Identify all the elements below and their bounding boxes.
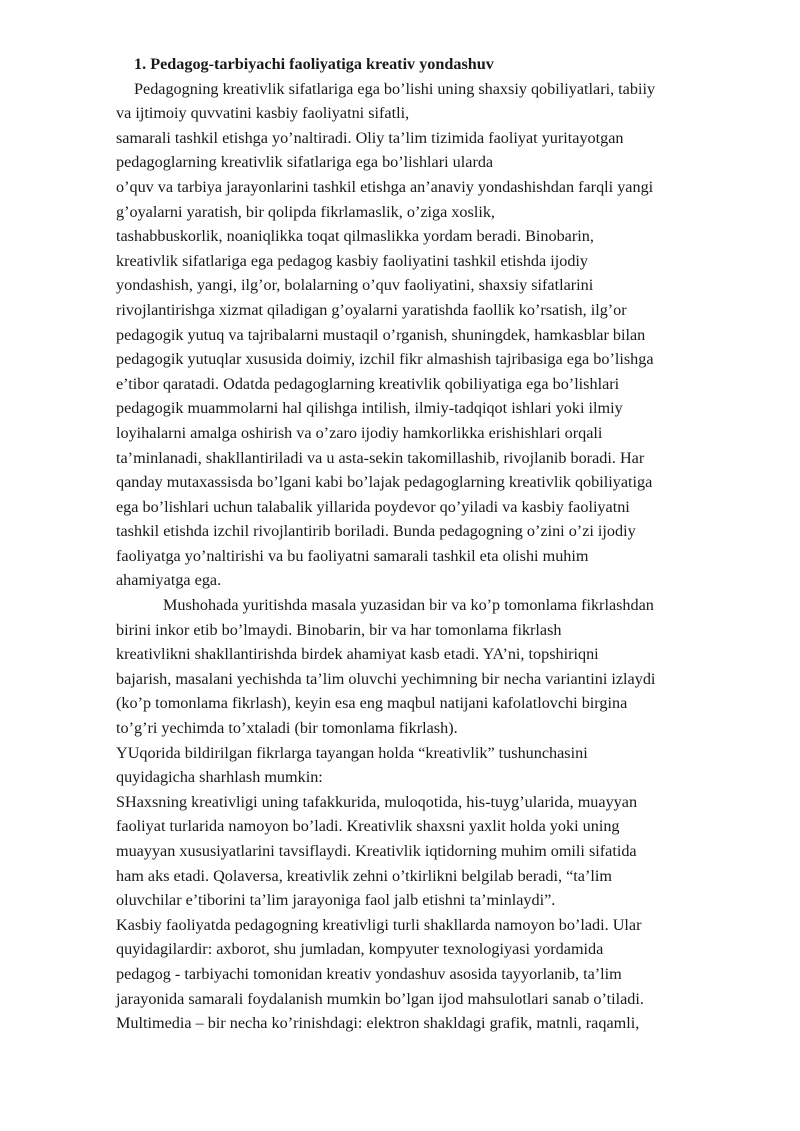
document-body	[116, 77, 746, 1036]
text-line: Mushohada yuritishda masala yuzasidan bir va ko’p tomonlama fikrlashdan	[163, 596, 654, 615]
text-line: e’tibor qaratadi. Odatda pedagoglarning kreativlik qobiliyatiga ega bo’lishlari	[116, 374, 620, 393]
text-line: rivojlantirishga xizmat qiladigan g’oyalarni yaratishda faollik ko’rsatish, ilg’or	[116, 300, 627, 319]
text-line: loyihalarni amalga oshirish va o’zaro ijodiy hamkorlikka erishishlari orqali	[116, 423, 603, 442]
section-heading: 1. Pedagog-tarbiyachi faoliyatiga kreativ yondashuv	[134, 55, 494, 73]
text-line: jarayonida samarali foydalanish mumkin bo’lgan ijod mahsulotlari sanab o’tiladi.	[116, 989, 644, 1008]
text-line: samarali tashkil etishga yo’naltiradi. Oliy ta’lim tizimida faoliyat yuritayotgan	[116, 128, 624, 147]
document-page	[116, 52, 746, 1036]
text-line: pedagogik yutuqlar xususida doimiy, izchil fikr almashish tajribasiga ega bo’lishga	[116, 350, 654, 369]
text-line: va ijtimoiy quvvatini kasbiy faoliyatni sifatli,	[116, 104, 410, 123]
text-line: Pedagogning kreativlik sifatlariga ega bo’lishi uning shaxsiy qobiliyatlari, tabiiy	[134, 79, 656, 98]
text-line: YUqorida bildirilgan fikrlarga tayangan holda “kreativlik” tushunchasini	[116, 743, 588, 762]
text-line: Kasbiy faoliyatda pedagogning kreativligi turli shakllarda namoyon bo’ladi. Ular	[116, 915, 642, 934]
text-line: pedagogik yutuq va tajribalarni mustaqil o’rganish, shuningdek, hamkasblar bilan	[116, 325, 646, 344]
text-line: g’oyalarni yaratish, bir qolipda fikrlamaslik, o’ziga xoslik,	[116, 202, 495, 221]
text-line: kreativlikni shakllantirishda birdek ahamiyat kasb etadi. YA’ni, topshiriqni	[116, 645, 599, 664]
text-line: qanday mutaxassisda bo’lgani kabi bo’lajak pedagoglarning kreativlik qobiliyatiga	[116, 473, 653, 492]
text-line: oluvchilar e’tiborini ta’lim jarayoniga faol jalb etishni ta’minlaydi”.	[116, 891, 556, 910]
text-line: quyidagilardir: axborot, shu jumladan, kompyuter texnologiyasi yordamida	[116, 940, 604, 959]
text-line: quyidagicha sharhlash mumkin:	[116, 768, 323, 787]
text-line: ega bo’lishlari uchun talabalik yillarida poydevor qo’yiladi va kasbiy faoliyatni	[116, 497, 630, 516]
text-line: faoliyatga yo’naltirishi va bu faoliyatni samarali tashkil eta olishi muhim	[116, 546, 589, 565]
text-line: faoliyat turlarida namoyon bo’ladi. Kreativlik shaxsni yaxlit holda yoki uning	[116, 817, 620, 836]
text-line: tashkil etishda izchil rivojlantirib boriladi. Bunda pedagogning o’zini o’zi ijodiy	[116, 522, 636, 541]
text-line: kreativlik sifatlariga ega pedagog kasbiy faoliyatini tashkil etishda ijodiy	[116, 251, 589, 270]
text-line: ta’minlanadi, shakllantiriladi va u asta-sekin takomillashib, rivojlanib boradi. Har	[116, 448, 645, 467]
text-line: ahamiyatga ega.	[116, 571, 222, 590]
text-line: birini inkor etib bo’lmaydi. Binobarin, bir va har tomonlama fikrlash	[116, 620, 562, 639]
text-line: Multimedia – bir necha ko’rinishdagi: elektron shakldagi grafik, matnli, raqamli,	[116, 1014, 640, 1033]
text-line: tashabbuskorlik, noaniqlikka toqat qilmaslikka yordam beradi. Binobarin,	[116, 227, 594, 246]
text-line: ham aks etadi. Qolaversa, kreativlik zehni o’tkirlikni belgilab beradi, “ta’lim	[116, 866, 612, 885]
text-line: (ko’p tomonlama fikrlash), keyin esa eng maqbul natijani kafolatlovchi birgina	[116, 694, 628, 713]
text-line: pedagogik muammolarni hal qilishga intilish, ilmiy-tadqiqot ishlari yoki ilmiy	[116, 399, 623, 418]
text-line: yondashish, yangi, ilg’or, bolalarning o’quv faoliyatini, shaxsiy sifatlarini	[116, 276, 594, 295]
text-line: bajarish, masalani yechishda ta’lim oluvchi yechimning bir necha variantini izlaydi	[116, 669, 656, 688]
text-line: SHaxsning kreativligi uning tafakkurida, muloqotida, his-tuyg’ularida, muayyan	[116, 792, 638, 811]
text-line: o’quv va tarbiya jarayonlarini tashkil etishga an’anaviy yondashishdan farqli yangi	[116, 177, 654, 196]
text-line: pedagog - tarbiyachi tomonidan kreativ yondashuv asosida tayyorlanib, ta’lim	[116, 964, 622, 983]
text-line: pedagoglarning kreativlik sifatlariga ega bo’lishlari ularda	[116, 153, 494, 172]
text-line: muayyan xususiyatlarini tavsiflaydi. Kreativlik iqtidorning muhim omili sifatida	[116, 842, 637, 860]
text-line: to’g’ri yechimda to’xtaladi (bir tomonlama fikrlash).	[116, 719, 458, 738]
